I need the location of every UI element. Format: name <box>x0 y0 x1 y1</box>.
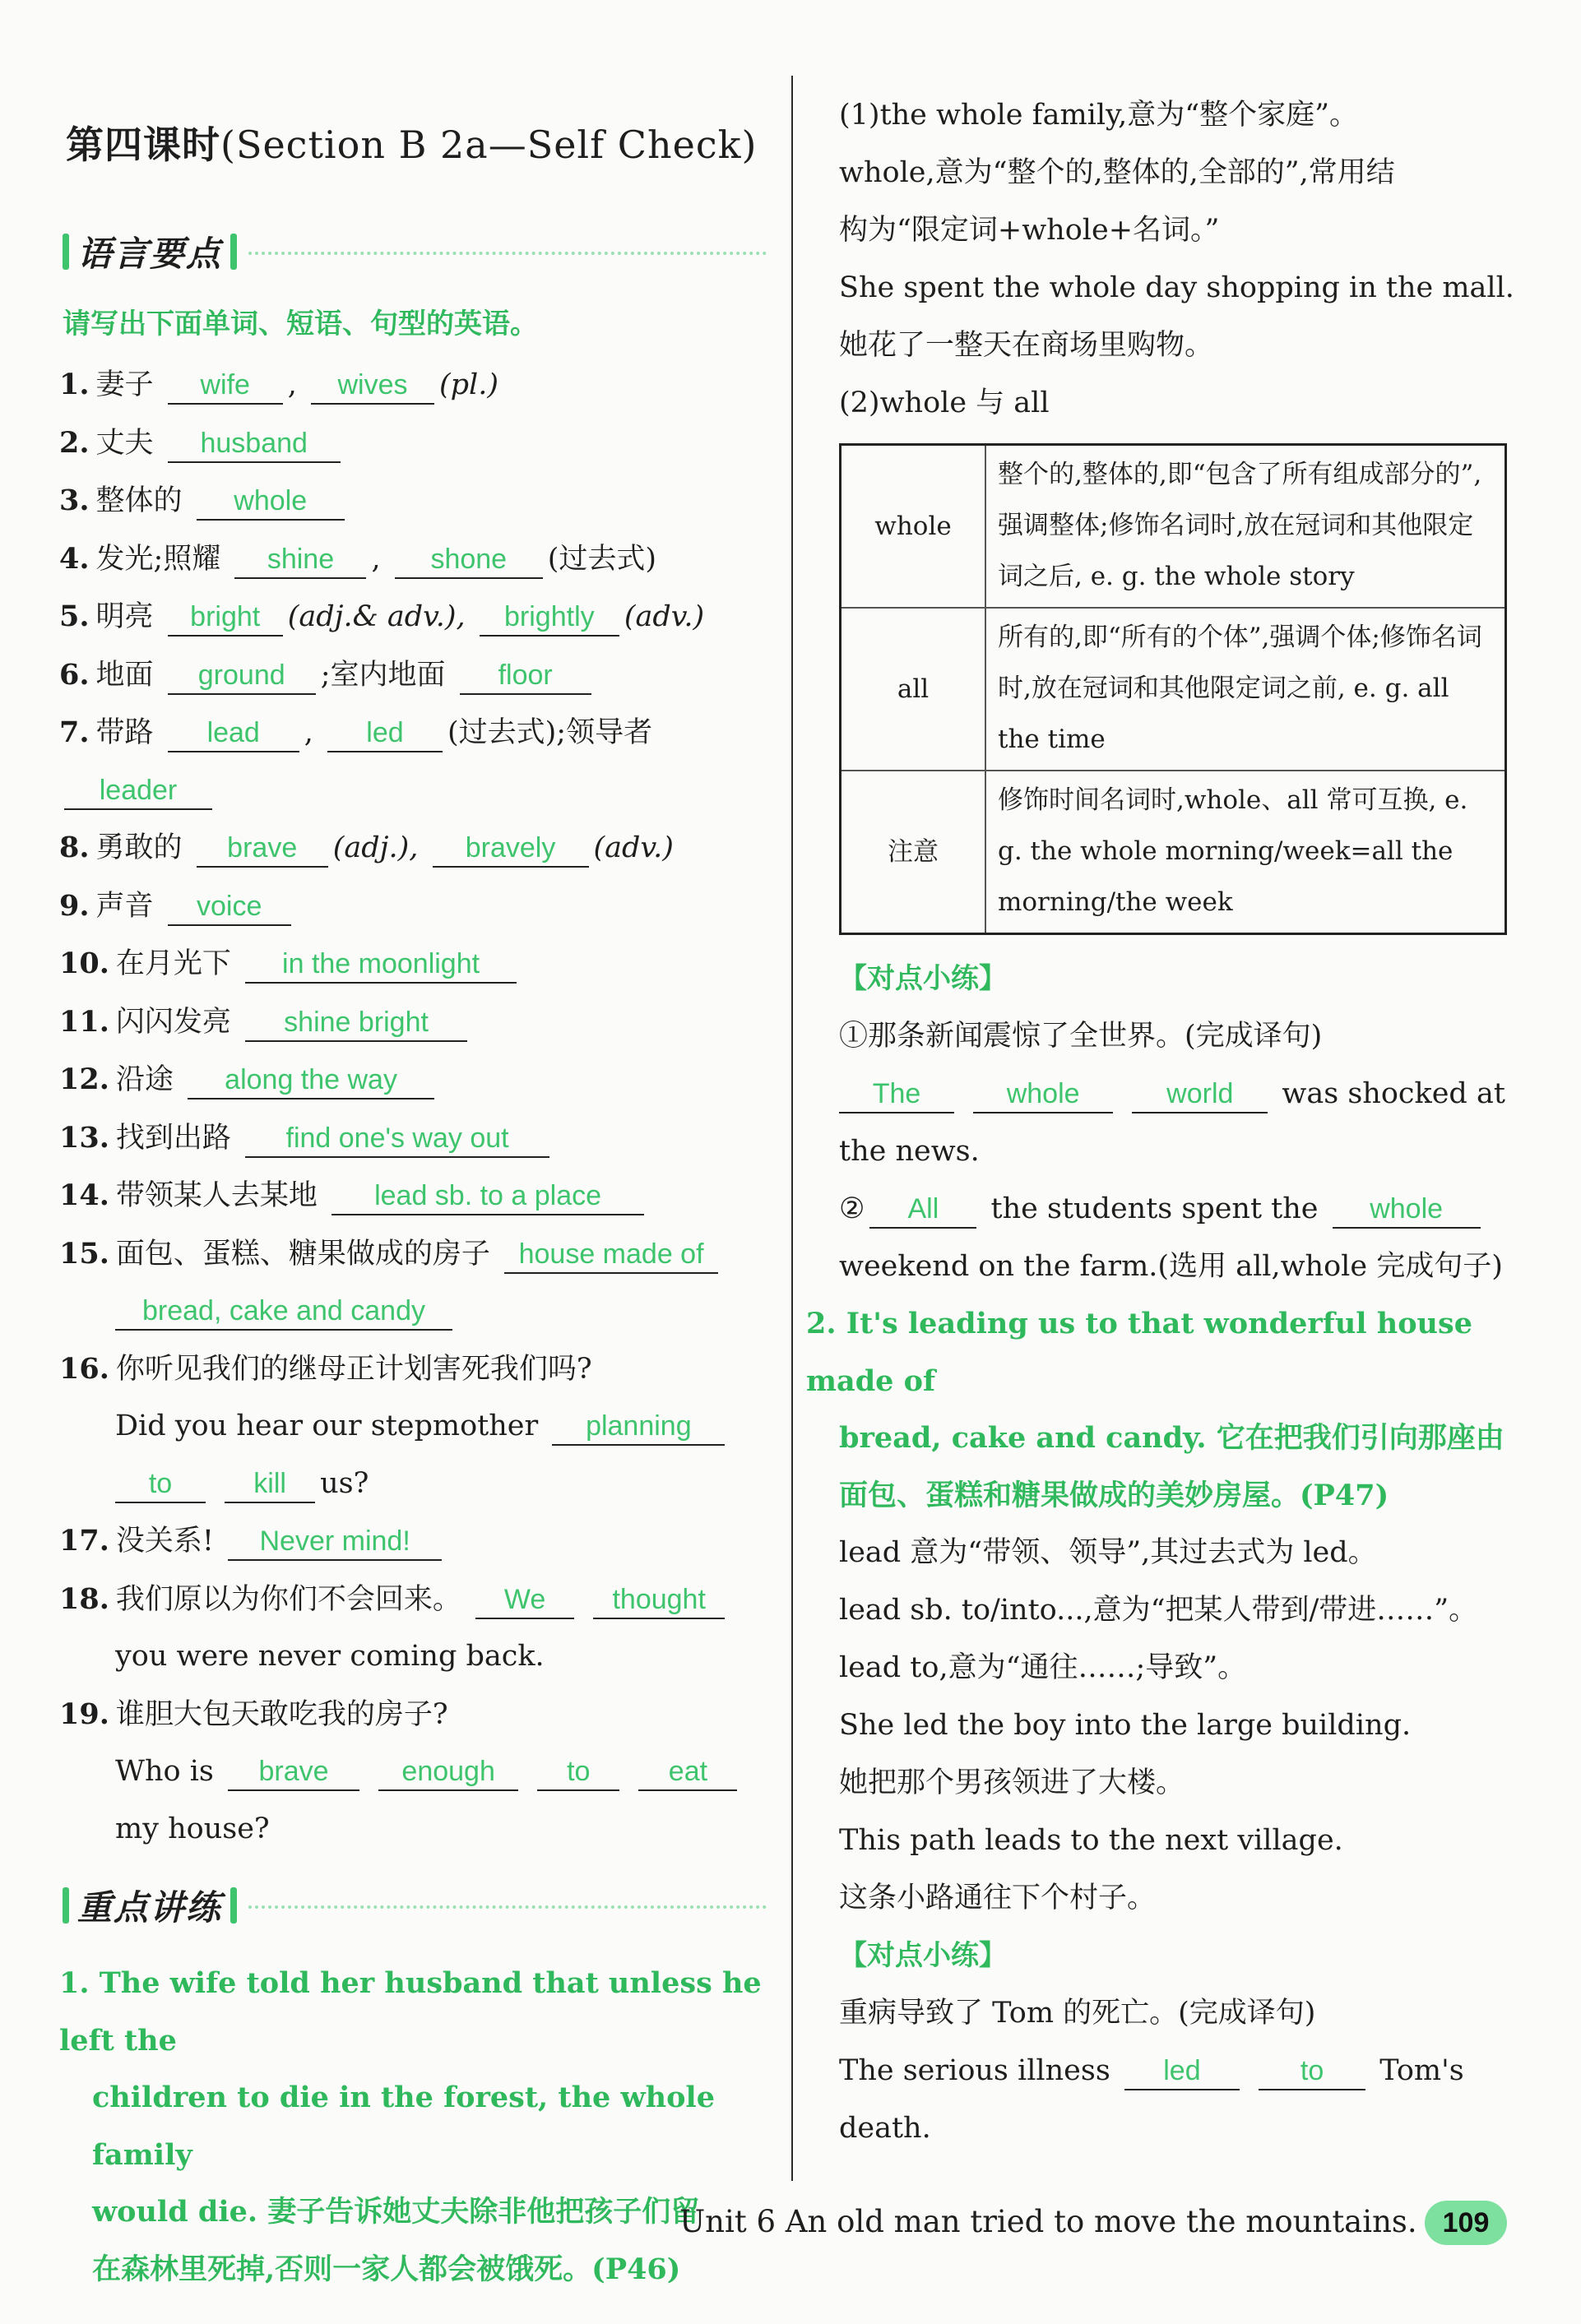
example-translation: 她把那个男孩领进了大楼。 <box>839 1766 1185 1799</box>
practice-answer-line: death. <box>839 2112 931 2145</box>
exercise-item: 7. 带路 lead , led (过去式);领导者 <box>59 704 767 762</box>
answer-blank[interactable]: All <box>869 1191 976 1229</box>
lesson-title-main: 第四课时 <box>66 123 220 167</box>
answer-blank[interactable]: along the way <box>188 1062 434 1100</box>
answer-blank[interactable]: shine <box>234 541 366 579</box>
answer-blank[interactable]: The <box>839 1076 954 1113</box>
answer-blank[interactable]: lead <box>168 715 299 752</box>
key-sentence: 2. It's leading us to that wonderful house made of <box>806 1307 1472 1398</box>
answer-blank[interactable]: lead sb. to a place <box>332 1178 644 1215</box>
table-cell-key: whole <box>841 445 986 609</box>
practice-label: 【对点小练】 <box>839 962 1007 995</box>
answer-blank[interactable]: bravely <box>433 830 589 868</box>
answer-blank[interactable]: kill <box>225 1465 315 1503</box>
example-translation: 她花了一整天在商场里购物。 <box>839 329 1214 362</box>
answer-blank[interactable]: wife <box>168 367 283 405</box>
practice-label: 【对点小练】 <box>839 1939 1007 1972</box>
exercise-item-cont: to kill us? <box>59 1456 767 1513</box>
exercise-item-cont: Who is brave enough to eat <box>59 1743 767 1801</box>
answer-blank[interactable]: thought <box>593 1581 725 1619</box>
note-line: lead sb. to/into...,意为“把某人带到/带进……”。 <box>839 1594 1478 1627</box>
answer-blank[interactable]: shine bright <box>245 1004 467 1042</box>
answer-blank[interactable]: world <box>1132 1076 1268 1113</box>
exercise-item: 16. 你听见我们的继母正计划害死我们吗? <box>59 1351 592 1386</box>
answer-blank[interactable]: led <box>1124 2053 1240 2090</box>
answer-blank[interactable]: brave <box>228 1753 359 1791</box>
exercise-item: 1. 妻子 wife , wives (pl.) <box>59 356 767 414</box>
exercise-item-cont: my house? <box>115 1812 270 1845</box>
answer-blank[interactable]: brave <box>197 830 328 868</box>
exercise-item: 12. 沿途 along the way <box>59 1051 767 1109</box>
exercise-item-cont <box>59 762 767 820</box>
answer-blank[interactable]: ground <box>168 657 316 695</box>
table-cell-value: 整个的,整体的,即“包含了所有组成部分的”,强调整体;修饰名词时,放在冠词和其他限定词之后, e. g. the whole story <box>985 445 1506 609</box>
example-sentence: She spent the whole day shopping in the mall. <box>839 271 1514 304</box>
note-line: (2)whole 与 all <box>839 387 1050 419</box>
answer-blank[interactable]: whole <box>197 483 345 521</box>
note-line: lead to,意为“通往……;导致”。 <box>839 1651 1247 1684</box>
answer-blank[interactable]: brightly <box>480 599 619 637</box>
answer-blank[interactable]: enough <box>378 1753 518 1791</box>
example-sentence: This path leads to the next village. <box>839 1824 1343 1857</box>
exercise-item: 15. 面包、蛋糕、糖果做成的房子 house made of <box>59 1225 767 1284</box>
exercise-item: 19. 谁胆大包天敢吃我的房子? <box>59 1697 448 1731</box>
exercise-item: 13. 找到出路 find one's way out <box>59 1109 767 1168</box>
answer-blank[interactable]: to <box>115 1465 206 1503</box>
note-line: whole,意为“整个的,整体的,全部的”,常用结 <box>839 156 1395 189</box>
exercise-item: 4. 发光;照耀 shine , shone (过去式) <box>59 530 767 589</box>
column-divider <box>791 76 793 2181</box>
exercise-item: 2. 丈夫 husband <box>59 414 767 473</box>
answer-blank[interactable]: in the moonlight <box>245 946 517 984</box>
table-row <box>841 445 1506 609</box>
table-row <box>841 608 1506 771</box>
answer-blank[interactable]: whole <box>973 1076 1113 1113</box>
answer-blank[interactable]: to <box>1259 2053 1365 2090</box>
practice-question: 重病导致了 Tom 的死亡。(完成译句) <box>839 1997 1316 2030</box>
answer-blank[interactable]: house made of <box>504 1236 718 1274</box>
exercise-item: 17. 没关系! Never mind! <box>59 1512 767 1571</box>
exercise-item: 14. 带领某人去某地 lead sb. to a place <box>59 1167 767 1225</box>
practice-answer-line: weekend on the farm.(选用 all,whole 完成句子) <box>839 1250 1503 1283</box>
table-cell-value: 所有的,即“所有的个体”,强调个体;修饰名词时,放在冠词和其他限定词之前, e. g. all the time <box>985 608 1506 771</box>
section-title: 语言要点 <box>77 234 223 274</box>
note-line: lead 意为“带领、领导”,其过去式为 led。 <box>839 1536 1377 1569</box>
note-line: 构为“限定词+whole+名词。” <box>839 214 1220 247</box>
table-row <box>841 771 1506 934</box>
example-sentence: She led the boy into the large building. <box>839 1709 1412 1742</box>
lesson-title-sub: (Section B 2a—Self Check) <box>220 123 758 167</box>
answer-blank[interactable]: floor <box>460 657 591 695</box>
table-cell-key: 注意 <box>841 771 986 934</box>
answer-blank[interactable]: bread, cake and candy <box>115 1293 452 1331</box>
answer-blank[interactable]: bright <box>168 599 283 637</box>
exercise-item: 3. 整体的 whole <box>59 472 767 530</box>
page-number: 109 <box>1425 2201 1507 2245</box>
exercise-item: 18. 我们原以为你们不会回来。 We thought <box>59 1571 767 1629</box>
answer-blank[interactable]: planning <box>552 1408 725 1446</box>
answer-blank[interactable]: Never mind! <box>228 1523 442 1561</box>
practice-answer-line: The serious illness led to Tom's <box>839 2042 1514 2099</box>
answer-blank[interactable]: find one's way out <box>245 1120 549 1158</box>
right-column: (1)the whole family,意为“整个家庭”。 whole,意为“整个的,整体的,全部的”,常用结 构为“限定词+whole+名词。” She spent the whole day shopping in the mall. 她花了一整天在商场里购物。 (2)whole 与 all whole 整个的,整体的,即“包含了所有组成部分的”,强调整体;修饰名词时,放在冠词和其他限定词之后, e. g. the whole story all 所有的,即“所有的个体”,强调个体;修饰名词时,放在冠词和其他限定词之前, e. g. all the time 注意 修饰时间名词时,whole、all 常可互换, e. g. the whole morning/week=all the morning/the week 【对点小练】 ①那条新闻震惊了全世界。(完成译句) The whole world was shocked at the news. ② All the students spent the whole weekend on the farm.(选用 all,whole 完成句子) 2. It's leading us to that wonderful house made of bread, cake and candy. 它在把我们引向那座由 面包、蛋糕和糖果做成的美妙房屋。(P47) lead 意为“带领、领导”,其过去式为 led。 lead sb. to/into...,意为“把某人带到/带进……”。 lead to,意为“通往……;导致”。 She led the boy into the large building. 她把那个男孩领进了大楼。 This path leads to the next village. 这条小路通往下个村子。 【对点小练】 重病导致了 Tom 的死亡。(完成译句) The serious illness led to Tom's death. <box>839 86 1514 2157</box>
page-footer: Unit 6 An old man tried to move the mountains. <box>679 2204 1417 2239</box>
answer-blank[interactable]: to <box>537 1753 619 1791</box>
key-sentence: 1. The wife told her husband that unless he left the <box>59 1966 762 2058</box>
exercise-item: 10. 在月光下 in the moonlight <box>59 935 767 993</box>
practice-answer-line: The whole world was shocked at <box>839 1065 1514 1123</box>
exercise-item: 9. 声音 voice <box>59 877 767 936</box>
section-header-vocab <box>63 227 767 276</box>
section-title: 重点讲练 <box>77 1887 223 1928</box>
answer-blank[interactable]: whole <box>1333 1191 1481 1229</box>
answer-blank[interactable]: leader <box>64 772 212 810</box>
instruction: 请写出下面单词、短语、句型的英语。 <box>63 308 538 340</box>
answer-blank[interactable]: eat <box>638 1753 737 1791</box>
example-translation: 这条小路通往下个村子。 <box>839 1882 1157 1914</box>
note-line: (1)the whole family,意为“整个家庭”。 <box>839 99 1359 132</box>
exercise-item: 6. 地面 ground ;室内地面 floor <box>59 646 767 705</box>
practice-question: ①那条新闻震惊了全世界。(完成译句) <box>839 1020 1323 1053</box>
exercise-item-cont: Did you hear our stepmother planning <box>59 1398 767 1456</box>
answer-blank[interactable]: husband <box>168 425 341 463</box>
exercise-item-cont: you were never coming back. <box>115 1640 545 1673</box>
practice-answer-line: the news. <box>839 1135 980 1168</box>
answer-blank[interactable]: shone <box>395 541 543 579</box>
left-column: 第四课时(Section B 2a—Self Check) 语言要点 请写出下面单词、短语、句型的英语。 1. 妻子 wife , wives (pl.) 2. 丈夫 husband 3. 整体的 whole 4. 发光;照耀 shine , shone (过去式) 5. 明亮 bright (adj.& adv.), brightly (adv.) 6. 地面 ground ;室内地面 floor 7. 带路 lead , led (过去式);领导者 leader 8. 勇敢的 brave (adj.), bravely (adv.) 9. 声音 voice 10. 在月光下 in the moonlight 11. 闪闪发亮 shine bright 12. 沿途 along the way 13. 找到出路 find one's way out 14. 带领某人去某地 lead sb. to a place 15. 面包、蛋糕、糖果做成的房子 house made of bread, cake and candy 16. 你听见我们的继母正计划害死我们吗? Did you hear our stepmother planning to kill us? 17. 没关系! Never mind! 18. 我们原以为你们不会回来。 We thought you were never coming back. 19. 谁胆大包天敢吃我的房子? Who is brave enough to eat my house? 重点讲练 1. The wife told her husband that unless he left the children to die in the forest, the whole family would die. 妻子告诉她丈夫除非他把孩子们留 在森林里死掉,否则一家人都会被饿死。(P46) <box>59 99 767 2298</box>
table-cell-key: all <box>841 608 986 771</box>
section-header-practice <box>63 1881 767 1930</box>
table-cell-value: 修饰时间名词时,whole、all 常可互换, e. g. the whole morning/week=all the morning/the week <box>985 771 1506 934</box>
exercise-item: 11. 闪闪发亮 shine bright <box>59 993 767 1052</box>
answer-blank[interactable]: voice <box>168 888 291 926</box>
practice-answer-line: ② All the students spent the whole <box>839 1180 1514 1238</box>
comparison-table <box>839 443 1507 935</box>
answer-blank[interactable]: led <box>327 715 443 752</box>
lesson-title <box>66 115 767 169</box>
exercise-item: 5. 明亮 bright (adj.& adv.), brightly (adv.) <box>59 588 767 646</box>
exercise-item-cont <box>59 1283 767 1340</box>
exercise-item: 8. 勇敢的 brave (adj.), bravely (adv.) <box>59 819 767 877</box>
answer-blank[interactable]: We <box>475 1581 574 1619</box>
answer-blank[interactable]: wives <box>311 367 434 405</box>
